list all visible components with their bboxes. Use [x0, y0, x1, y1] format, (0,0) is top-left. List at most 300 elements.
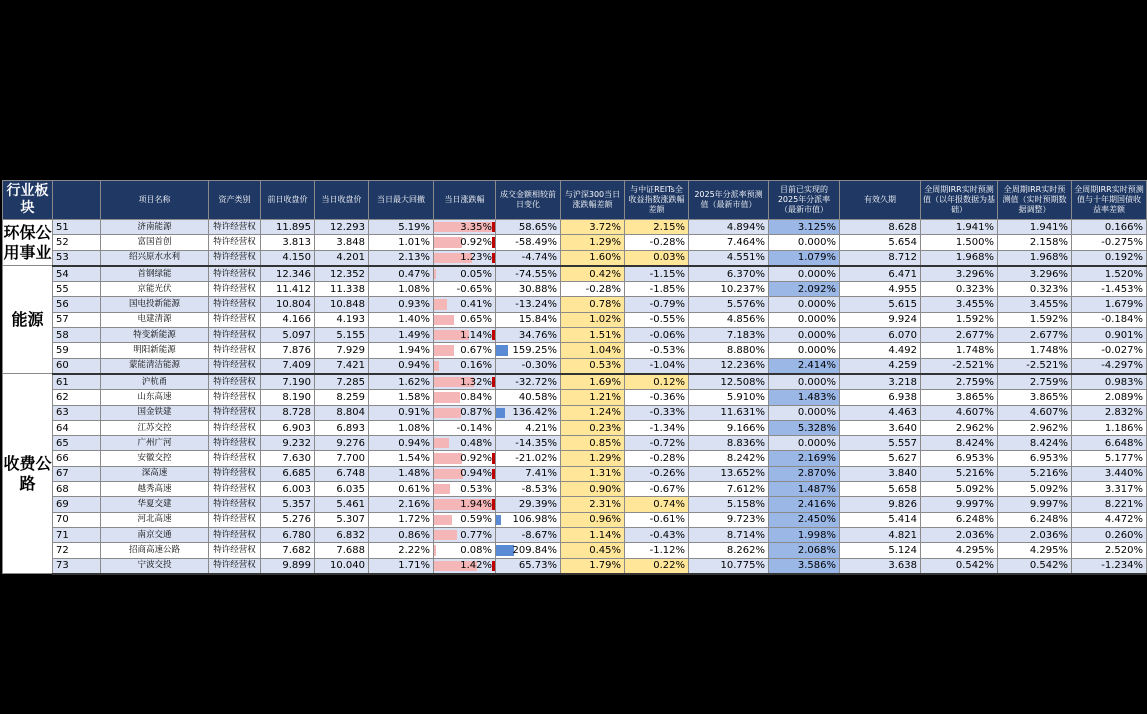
- dist-rate-cell[interactable]: [689, 358, 769, 374]
- asset-type-cell[interactable]: [209, 266, 261, 282]
- vs-hs300-cell[interactable]: [561, 312, 625, 327]
- irr-base-cell[interactable]: [921, 250, 998, 266]
- realized-cell[interactable]: [769, 512, 840, 527]
- duration-cell[interactable]: [840, 220, 921, 235]
- irr-spread-cell[interactable]: [1072, 250, 1147, 266]
- close-cell[interactable]: [315, 250, 369, 266]
- max-drawdown-cell[interactable]: [369, 297, 434, 312]
- dist-rate-cell[interactable]: [689, 297, 769, 312]
- duration-cell[interactable]: [840, 420, 921, 435]
- irr-spread-cell[interactable]: [1072, 466, 1147, 481]
- vs-reits-cell[interactable]: [625, 266, 689, 282]
- dist-rate-cell[interactable]: [689, 466, 769, 481]
- close-cell[interactable]: [315, 497, 369, 512]
- realized-cell[interactable]: [769, 390, 840, 405]
- max-drawdown-cell[interactable]: [369, 482, 434, 497]
- project-name-cell[interactable]: [101, 512, 209, 527]
- close-cell[interactable]: [315, 390, 369, 405]
- vs-reits-cell[interactable]: [625, 466, 689, 481]
- dist-rate-cell[interactable]: [689, 343, 769, 358]
- vs-reits-cell[interactable]: [625, 374, 689, 390]
- prev-close-cell[interactable]: [261, 390, 315, 405]
- duration-cell[interactable]: [840, 374, 921, 390]
- irr-adj-cell[interactable]: [998, 390, 1072, 405]
- irr-spread-cell[interactable]: [1072, 527, 1147, 542]
- irr-spread-cell[interactable]: [1072, 328, 1147, 343]
- max-drawdown-cell[interactable]: [369, 497, 434, 512]
- irr-adj-cell[interactable]: [998, 405, 1072, 420]
- vs-hs300-cell[interactable]: [561, 358, 625, 374]
- dist-rate-cell[interactable]: [689, 282, 769, 297]
- asset-type-cell[interactable]: [209, 390, 261, 405]
- col-sector[interactable]: 行业板块: [3, 181, 53, 220]
- row-number[interactable]: [53, 436, 101, 451]
- row-number[interactable]: [53, 405, 101, 420]
- dist-rate-cell[interactable]: [689, 328, 769, 343]
- volume-change-cell[interactable]: [496, 220, 561, 235]
- irr-adj-cell[interactable]: [998, 235, 1072, 250]
- irr-spread-cell[interactable]: [1072, 482, 1147, 497]
- max-drawdown-cell[interactable]: [369, 558, 434, 574]
- row-number[interactable]: [53, 328, 101, 343]
- duration-cell[interactable]: [840, 466, 921, 481]
- irr-base-cell[interactable]: [921, 343, 998, 358]
- col-irr-spread[interactable]: 全周期IRR实时预测值与十年期国债收益率差额: [1072, 181, 1147, 220]
- volume-change-cell[interactable]: [496, 358, 561, 374]
- realized-cell[interactable]: [769, 527, 840, 542]
- realized-cell[interactable]: [769, 451, 840, 466]
- max-drawdown-cell[interactable]: [369, 436, 434, 451]
- vs-reits-cell[interactable]: [625, 328, 689, 343]
- asset-type-cell[interactable]: [209, 220, 261, 235]
- asset-type-cell[interactable]: [209, 374, 261, 390]
- irr-adj-cell[interactable]: [998, 343, 1072, 358]
- dist-rate-cell[interactable]: [689, 543, 769, 558]
- volume-change-cell[interactable]: [496, 482, 561, 497]
- col-max-drawdown[interactable]: 当日最大回撤: [369, 181, 434, 220]
- realized-cell[interactable]: [769, 374, 840, 390]
- change-cell[interactable]: [434, 497, 496, 512]
- project-name-cell[interactable]: [101, 312, 209, 327]
- vs-reits-cell[interactable]: [625, 235, 689, 250]
- max-drawdown-cell[interactable]: [369, 266, 434, 282]
- irr-adj-cell[interactable]: [998, 282, 1072, 297]
- realized-cell[interactable]: [769, 297, 840, 312]
- prev-close-cell[interactable]: [261, 235, 315, 250]
- row-number[interactable]: [53, 297, 101, 312]
- duration-cell[interactable]: [840, 527, 921, 542]
- change-cell[interactable]: [434, 466, 496, 481]
- irr-base-cell[interactable]: [921, 312, 998, 327]
- irr-spread-cell[interactable]: [1072, 558, 1147, 574]
- irr-spread-cell[interactable]: [1072, 266, 1147, 282]
- realized-cell[interactable]: [769, 266, 840, 282]
- irr-spread-cell[interactable]: [1072, 436, 1147, 451]
- duration-cell[interactable]: [840, 235, 921, 250]
- col-irr-base[interactable]: 全周期IRR实时预测值（以年报数据为基础）: [921, 181, 998, 220]
- project-name-cell[interactable]: [101, 390, 209, 405]
- realized-cell[interactable]: [769, 282, 840, 297]
- row-number[interactable]: [53, 558, 101, 574]
- prev-close-cell[interactable]: [261, 374, 315, 390]
- vs-hs300-cell[interactable]: [561, 405, 625, 420]
- row-number[interactable]: [53, 266, 101, 282]
- asset-type-cell[interactable]: [209, 451, 261, 466]
- asset-type-cell[interactable]: [209, 328, 261, 343]
- dist-rate-cell[interactable]: [689, 527, 769, 542]
- irr-spread-cell[interactable]: [1072, 420, 1147, 435]
- max-drawdown-cell[interactable]: [369, 390, 434, 405]
- irr-base-cell[interactable]: [921, 558, 998, 574]
- close-cell[interactable]: [315, 558, 369, 574]
- irr-base-cell[interactable]: [921, 527, 998, 542]
- max-drawdown-cell[interactable]: [369, 343, 434, 358]
- row-number[interactable]: [53, 343, 101, 358]
- dist-rate-cell[interactable]: [689, 220, 769, 235]
- prev-close-cell[interactable]: [261, 297, 315, 312]
- realized-cell[interactable]: [769, 482, 840, 497]
- realized-cell[interactable]: [769, 328, 840, 343]
- prev-close-cell[interactable]: [261, 343, 315, 358]
- row-number[interactable]: [53, 374, 101, 390]
- duration-cell[interactable]: [840, 482, 921, 497]
- irr-adj-cell[interactable]: [998, 250, 1072, 266]
- irr-base-cell[interactable]: [921, 328, 998, 343]
- project-name-cell[interactable]: [101, 374, 209, 390]
- realized-cell[interactable]: [769, 497, 840, 512]
- realized-cell[interactable]: [769, 343, 840, 358]
- close-cell[interactable]: [315, 235, 369, 250]
- dist-rate-cell[interactable]: [689, 405, 769, 420]
- max-drawdown-cell[interactable]: [369, 466, 434, 481]
- irr-spread-cell[interactable]: [1072, 405, 1147, 420]
- vs-hs300-cell[interactable]: [561, 250, 625, 266]
- vs-reits-cell[interactable]: [625, 436, 689, 451]
- asset-type-cell[interactable]: [209, 527, 261, 542]
- max-drawdown-cell[interactable]: [369, 328, 434, 343]
- irr-base-cell[interactable]: [921, 374, 998, 390]
- irr-adj-cell[interactable]: [998, 543, 1072, 558]
- sector-label[interactable]: 能源: [3, 266, 53, 374]
- change-cell[interactable]: [434, 420, 496, 435]
- row-number[interactable]: [53, 512, 101, 527]
- project-name-cell[interactable]: [101, 297, 209, 312]
- max-drawdown-cell[interactable]: [369, 451, 434, 466]
- sector-label[interactable]: 收费公路: [3, 374, 53, 574]
- close-cell[interactable]: [315, 220, 369, 235]
- volume-change-cell[interactable]: [496, 282, 561, 297]
- asset-type-cell[interactable]: [209, 235, 261, 250]
- duration-cell[interactable]: [840, 497, 921, 512]
- change-cell[interactable]: [434, 282, 496, 297]
- prev-close-cell[interactable]: [261, 328, 315, 343]
- project-name-cell[interactable]: [101, 328, 209, 343]
- prev-close-cell[interactable]: [261, 266, 315, 282]
- vs-reits-cell[interactable]: [625, 220, 689, 235]
- vs-hs300-cell[interactable]: [561, 466, 625, 481]
- irr-base-cell[interactable]: [921, 451, 998, 466]
- max-drawdown-cell[interactable]: [369, 312, 434, 327]
- project-name-cell[interactable]: [101, 405, 209, 420]
- col-dist-rate[interactable]: 2025年分派率预测值（最新市值）: [689, 181, 769, 220]
- close-cell[interactable]: [315, 451, 369, 466]
- asset-type-cell[interactable]: [209, 250, 261, 266]
- close-cell[interactable]: [315, 420, 369, 435]
- vs-reits-cell[interactable]: [625, 482, 689, 497]
- irr-adj-cell[interactable]: [998, 220, 1072, 235]
- irr-base-cell[interactable]: [921, 220, 998, 235]
- vs-reits-cell[interactable]: [625, 451, 689, 466]
- irr-adj-cell[interactable]: [998, 466, 1072, 481]
- vs-hs300-cell[interactable]: [561, 235, 625, 250]
- project-name-cell[interactable]: [101, 250, 209, 266]
- row-number[interactable]: [53, 482, 101, 497]
- row-number[interactable]: [53, 358, 101, 374]
- realized-cell[interactable]: [769, 420, 840, 435]
- prev-close-cell[interactable]: [261, 358, 315, 374]
- volume-change-cell[interactable]: [496, 512, 561, 527]
- vs-reits-cell[interactable]: [625, 282, 689, 297]
- dist-rate-cell[interactable]: [689, 420, 769, 435]
- project-name-cell[interactable]: [101, 358, 209, 374]
- close-cell[interactable]: [315, 527, 369, 542]
- vs-reits-cell[interactable]: [625, 312, 689, 327]
- change-cell[interactable]: [434, 543, 496, 558]
- vs-reits-cell[interactable]: [625, 527, 689, 542]
- irr-base-cell[interactable]: [921, 405, 998, 420]
- duration-cell[interactable]: [840, 390, 921, 405]
- dist-rate-cell[interactable]: [689, 451, 769, 466]
- realized-cell[interactable]: [769, 558, 840, 574]
- realized-cell[interactable]: [769, 543, 840, 558]
- vs-hs300-cell[interactable]: [561, 527, 625, 542]
- max-drawdown-cell[interactable]: [369, 220, 434, 235]
- volume-change-cell[interactable]: [496, 451, 561, 466]
- volume-change-cell[interactable]: [496, 466, 561, 481]
- irr-adj-cell[interactable]: [998, 527, 1072, 542]
- duration-cell[interactable]: [840, 282, 921, 297]
- project-name-cell[interactable]: [101, 497, 209, 512]
- prev-close-cell[interactable]: [261, 312, 315, 327]
- volume-change-cell[interactable]: [496, 543, 561, 558]
- duration-cell[interactable]: [840, 358, 921, 374]
- irr-adj-cell[interactable]: [998, 312, 1072, 327]
- realized-cell[interactable]: [769, 405, 840, 420]
- volume-change-cell[interactable]: [496, 497, 561, 512]
- change-cell[interactable]: [434, 405, 496, 420]
- asset-type-cell[interactable]: [209, 466, 261, 481]
- asset-type-cell[interactable]: [209, 512, 261, 527]
- col-index[interactable]: [53, 181, 101, 220]
- project-name-cell[interactable]: [101, 558, 209, 574]
- vs-hs300-cell[interactable]: [561, 482, 625, 497]
- irr-adj-cell[interactable]: [998, 436, 1072, 451]
- close-cell[interactable]: [315, 436, 369, 451]
- dist-rate-cell[interactable]: [689, 512, 769, 527]
- max-drawdown-cell[interactable]: [369, 405, 434, 420]
- close-cell[interactable]: [315, 482, 369, 497]
- irr-base-cell[interactable]: [921, 466, 998, 481]
- volume-change-cell[interactable]: [496, 235, 561, 250]
- row-number[interactable]: [53, 543, 101, 558]
- prev-close-cell[interactable]: [261, 436, 315, 451]
- irr-spread-cell[interactable]: [1072, 220, 1147, 235]
- col-volume-change[interactable]: 成交金额相较前日变化: [496, 181, 561, 220]
- vs-reits-cell[interactable]: [625, 405, 689, 420]
- irr-adj-cell[interactable]: [998, 482, 1072, 497]
- prev-close-cell[interactable]: [261, 512, 315, 527]
- irr-base-cell[interactable]: [921, 282, 998, 297]
- col-asset-type[interactable]: 资产类别: [209, 181, 261, 220]
- irr-spread-cell[interactable]: [1072, 358, 1147, 374]
- asset-type-cell[interactable]: [209, 297, 261, 312]
- dist-rate-cell[interactable]: [689, 374, 769, 390]
- max-drawdown-cell[interactable]: [369, 250, 434, 266]
- dist-rate-cell[interactable]: [689, 266, 769, 282]
- duration-cell[interactable]: [840, 512, 921, 527]
- irr-adj-cell[interactable]: [998, 451, 1072, 466]
- vs-hs300-cell[interactable]: [561, 282, 625, 297]
- row-number[interactable]: [53, 497, 101, 512]
- realized-cell[interactable]: [769, 220, 840, 235]
- change-cell[interactable]: [434, 297, 496, 312]
- vs-reits-cell[interactable]: [625, 512, 689, 527]
- project-name-cell[interactable]: [101, 482, 209, 497]
- prev-close-cell[interactable]: [261, 420, 315, 435]
- vs-hs300-cell[interactable]: [561, 390, 625, 405]
- volume-change-cell[interactable]: [496, 558, 561, 574]
- vs-hs300-cell[interactable]: [561, 420, 625, 435]
- change-cell[interactable]: [434, 220, 496, 235]
- asset-type-cell[interactable]: [209, 358, 261, 374]
- realized-cell[interactable]: [769, 250, 840, 266]
- irr-spread-cell[interactable]: [1072, 343, 1147, 358]
- vs-hs300-cell[interactable]: [561, 343, 625, 358]
- col-vs-hs300[interactable]: 与沪深300当日涨跌幅差额: [561, 181, 625, 220]
- prev-close-cell[interactable]: [261, 220, 315, 235]
- row-number[interactable]: [53, 312, 101, 327]
- close-cell[interactable]: [315, 297, 369, 312]
- irr-adj-cell[interactable]: [998, 497, 1072, 512]
- irr-base-cell[interactable]: [921, 482, 998, 497]
- asset-type-cell[interactable]: [209, 405, 261, 420]
- volume-change-cell[interactable]: [496, 420, 561, 435]
- irr-base-cell[interactable]: [921, 497, 998, 512]
- close-cell[interactable]: [315, 312, 369, 327]
- asset-type-cell[interactable]: [209, 497, 261, 512]
- dist-rate-cell[interactable]: [689, 482, 769, 497]
- irr-adj-cell[interactable]: [998, 420, 1072, 435]
- irr-spread-cell[interactable]: [1072, 543, 1147, 558]
- vs-hs300-cell[interactable]: [561, 328, 625, 343]
- row-number[interactable]: [53, 282, 101, 297]
- max-drawdown-cell[interactable]: [369, 358, 434, 374]
- irr-base-cell[interactable]: [921, 235, 998, 250]
- row-number[interactable]: [53, 390, 101, 405]
- irr-spread-cell[interactable]: [1072, 297, 1147, 312]
- row-number[interactable]: [53, 235, 101, 250]
- change-cell[interactable]: [434, 358, 496, 374]
- irr-spread-cell[interactable]: [1072, 512, 1147, 527]
- close-cell[interactable]: [315, 358, 369, 374]
- close-cell[interactable]: [315, 328, 369, 343]
- volume-change-cell[interactable]: [496, 405, 561, 420]
- duration-cell[interactable]: [840, 451, 921, 466]
- volume-change-cell[interactable]: [496, 527, 561, 542]
- close-cell[interactable]: [315, 512, 369, 527]
- change-cell[interactable]: [434, 374, 496, 390]
- prev-close-cell[interactable]: [261, 482, 315, 497]
- dist-rate-cell[interactable]: [689, 497, 769, 512]
- max-drawdown-cell[interactable]: [369, 543, 434, 558]
- asset-type-cell[interactable]: [209, 436, 261, 451]
- row-number[interactable]: [53, 220, 101, 235]
- volume-change-cell[interactable]: [496, 297, 561, 312]
- vs-reits-cell[interactable]: [625, 297, 689, 312]
- irr-adj-cell[interactable]: [998, 374, 1072, 390]
- change-cell[interactable]: [434, 558, 496, 574]
- irr-base-cell[interactable]: [921, 420, 998, 435]
- volume-change-cell[interactable]: [496, 436, 561, 451]
- prev-close-cell[interactable]: [261, 451, 315, 466]
- realized-cell[interactable]: [769, 466, 840, 481]
- vs-hs300-cell[interactable]: [561, 436, 625, 451]
- asset-type-cell[interactable]: [209, 482, 261, 497]
- close-cell[interactable]: [315, 466, 369, 481]
- vs-reits-cell[interactable]: [625, 358, 689, 374]
- prev-close-cell[interactable]: [261, 405, 315, 420]
- sector-label[interactable]: 环保公用事业: [3, 220, 53, 266]
- change-cell[interactable]: [434, 235, 496, 250]
- irr-adj-cell[interactable]: [998, 328, 1072, 343]
- prev-close-cell[interactable]: [261, 282, 315, 297]
- vs-hs300-cell[interactable]: [561, 374, 625, 390]
- project-name-cell[interactable]: [101, 451, 209, 466]
- prev-close-cell[interactable]: [261, 527, 315, 542]
- irr-base-cell[interactable]: [921, 436, 998, 451]
- col-irr-adj[interactable]: 全周期IRR实时预测值（实时预期数据调整）: [998, 181, 1072, 220]
- close-cell[interactable]: [315, 374, 369, 390]
- project-name-cell[interactable]: [101, 282, 209, 297]
- project-name-cell[interactable]: [101, 420, 209, 435]
- vs-hs300-cell[interactable]: [561, 512, 625, 527]
- irr-spread-cell[interactable]: [1072, 497, 1147, 512]
- asset-type-cell[interactable]: [209, 343, 261, 358]
- asset-type-cell[interactable]: [209, 558, 261, 574]
- asset-type-cell[interactable]: [209, 420, 261, 435]
- realized-cell[interactable]: [769, 358, 840, 374]
- irr-base-cell[interactable]: [921, 297, 998, 312]
- vs-reits-cell[interactable]: [625, 390, 689, 405]
- asset-type-cell[interactable]: [209, 282, 261, 297]
- vs-hs300-cell[interactable]: [561, 558, 625, 574]
- vs-hs300-cell[interactable]: [561, 451, 625, 466]
- change-cell[interactable]: [434, 512, 496, 527]
- irr-spread-cell[interactable]: [1072, 374, 1147, 390]
- duration-cell[interactable]: [840, 328, 921, 343]
- change-cell[interactable]: [434, 312, 496, 327]
- change-cell[interactable]: [434, 266, 496, 282]
- dist-rate-cell[interactable]: [689, 312, 769, 327]
- vs-reits-cell[interactable]: [625, 497, 689, 512]
- duration-cell[interactable]: [840, 312, 921, 327]
- duration-cell[interactable]: [840, 436, 921, 451]
- prev-close-cell[interactable]: [261, 497, 315, 512]
- project-name-cell[interactable]: [101, 543, 209, 558]
- project-name-cell[interactable]: [101, 235, 209, 250]
- col-duration[interactable]: 有效久期: [840, 181, 921, 220]
- irr-adj-cell[interactable]: [998, 297, 1072, 312]
